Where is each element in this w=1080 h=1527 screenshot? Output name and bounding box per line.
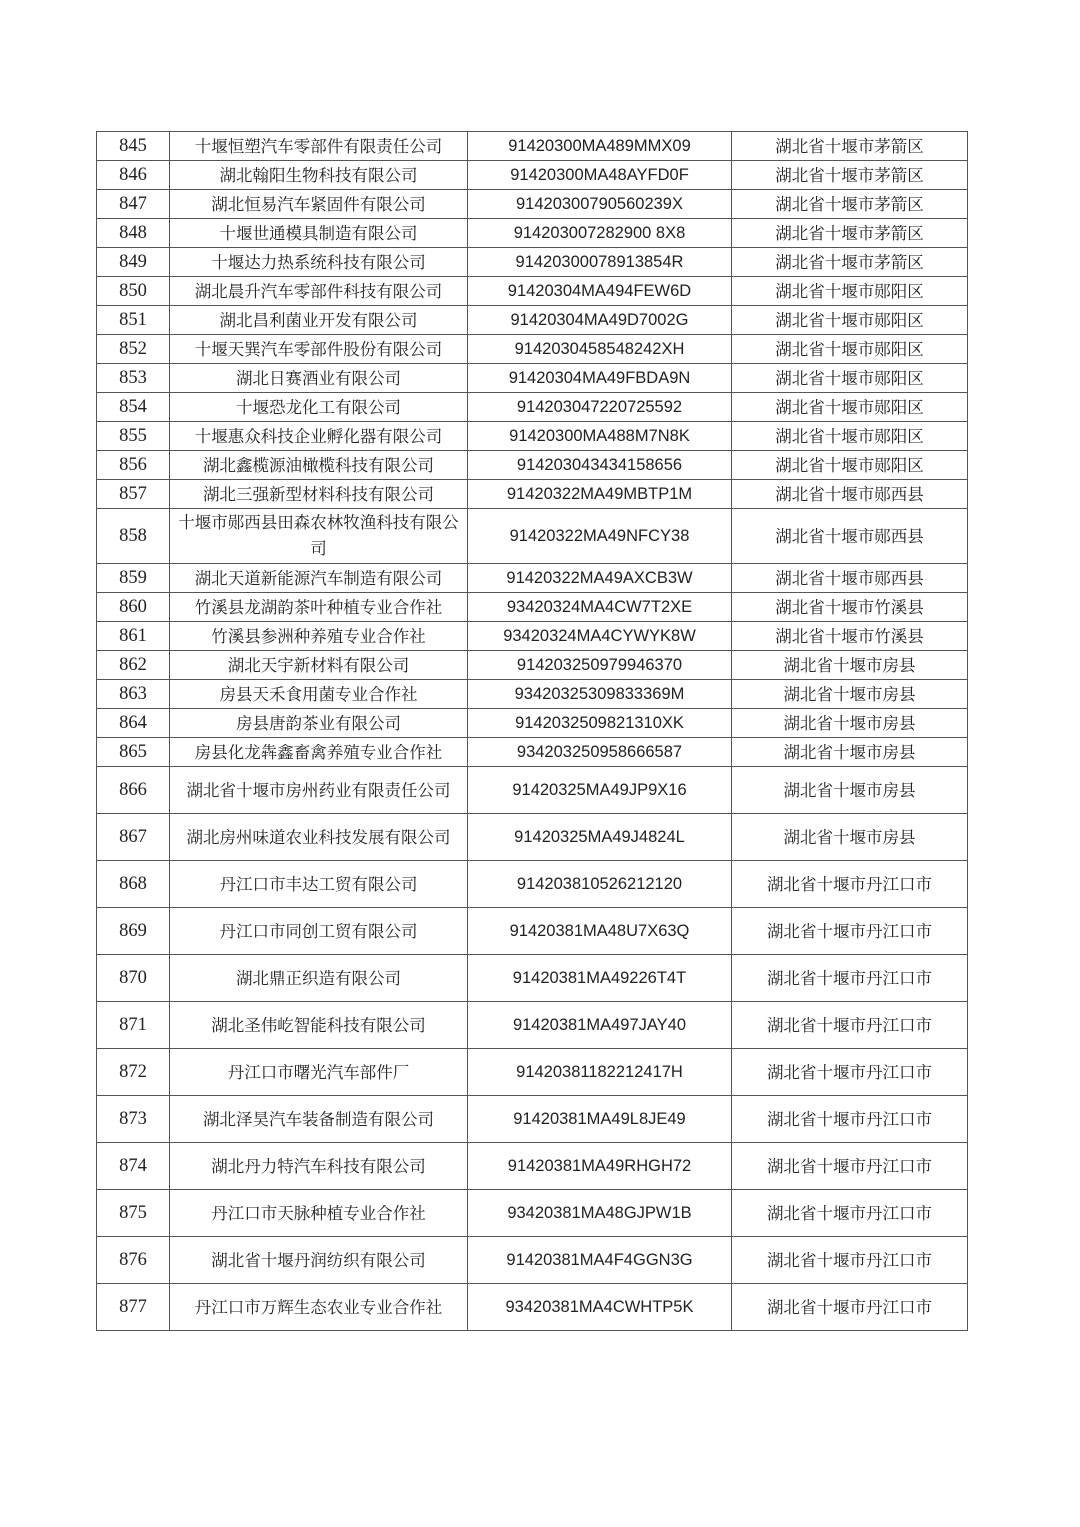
company-name-cell: 湖北天宇新材料有限公司	[170, 651, 468, 680]
region-cell: 湖北省十堰市郧西县	[732, 509, 968, 564]
table-row	[97, 335, 968, 364]
credit-code-cell: 91420325MA49J4824L	[468, 814, 732, 861]
row-number-cell: 871	[97, 1002, 170, 1049]
row-number-cell: 856	[97, 451, 170, 480]
company-name-cell: 丹江口市万辉生态农业专业合作社	[170, 1284, 468, 1331]
company-name-cell: 湖北翰阳生物科技有限公司	[170, 161, 468, 190]
row-number-cell: 848	[97, 219, 170, 248]
company-name-cell: 湖北鼎正织造有限公司	[170, 955, 468, 1002]
credit-code-cell: 91420304MA49D7002G	[468, 306, 732, 335]
region-cell: 湖北省十堰市房县	[732, 651, 968, 680]
credit-code-cell: 914203007282900 8X8	[468, 219, 732, 248]
table-row	[97, 422, 968, 451]
credit-code-cell: 934203250958666587	[468, 738, 732, 767]
region-cell: 湖北省十堰市茅箭区	[732, 248, 968, 277]
region-cell: 湖北省十堰市郧阳区	[732, 393, 968, 422]
credit-code-cell: 91420300MA489MMX09	[468, 132, 732, 161]
row-number-cell: 872	[97, 1049, 170, 1096]
region-cell: 湖北省十堰市郧阳区	[732, 364, 968, 393]
region-cell: 湖北省十堰市郧阳区	[732, 306, 968, 335]
company-name-cell: 十堰世通模具制造有限公司	[170, 219, 468, 248]
row-number-cell: 875	[97, 1190, 170, 1237]
table-row	[97, 651, 968, 680]
credit-code-cell: 91420300078913854R	[468, 248, 732, 277]
credit-code-cell: 91420381182212417H	[468, 1049, 732, 1096]
document-page	[96, 131, 967, 1331]
table-row	[97, 393, 968, 422]
company-name-cell: 湖北鑫榄源油橄榄科技有限公司	[170, 451, 468, 480]
table-row	[97, 190, 968, 219]
credit-code-cell: 91420322MA49MBTP1M	[468, 480, 732, 509]
credit-code-cell: 91420381MA49L8JE49	[468, 1096, 732, 1143]
credit-code-cell: 93420324MA4CYWYK8W	[468, 622, 732, 651]
region-cell: 湖北省十堰市郧阳区	[732, 335, 968, 364]
region-cell: 湖北省十堰市郧阳区	[732, 277, 968, 306]
credit-code-cell: 91420381MA4F4GGN3G	[468, 1237, 732, 1284]
company-name-cell: 十堰惠众科技企业孵化器有限公司	[170, 422, 468, 451]
company-name-cell: 湖北恒易汽车紧固件有限公司	[170, 190, 468, 219]
row-number-cell: 869	[97, 908, 170, 955]
company-name-cell: 湖北省十堰丹润纺织有限公司	[170, 1237, 468, 1284]
company-name-cell: 湖北房州味道农业科技发展有限公司	[170, 814, 468, 861]
region-cell: 湖北省十堰市房县	[732, 767, 968, 814]
table-row	[97, 593, 968, 622]
region-cell: 湖北省十堰市房县	[732, 738, 968, 767]
region-cell: 湖北省十堰市茅箭区	[732, 132, 968, 161]
company-name-cell: 湖北日赛酒业有限公司	[170, 364, 468, 393]
company-name-cell: 湖北三强新型材料科技有限公司	[170, 480, 468, 509]
row-number-cell: 853	[97, 364, 170, 393]
credit-code-cell: 914203250979946370	[468, 651, 732, 680]
credit-code-cell: 91420381MA497JAY40	[468, 1002, 732, 1049]
table-row	[97, 364, 968, 393]
row-number-cell: 858	[97, 509, 170, 564]
row-number-cell: 855	[97, 422, 170, 451]
row-number-cell: 867	[97, 814, 170, 861]
company-name-cell: 丹江口市天脉种植专业合作社	[170, 1190, 468, 1237]
table-row	[97, 277, 968, 306]
table-row	[97, 1143, 968, 1190]
region-cell: 湖北省十堰市丹江口市	[732, 1096, 968, 1143]
credit-code-cell: 91420300MA48AYFD0F	[468, 161, 732, 190]
table-row	[97, 955, 968, 1002]
credit-code-cell: 91420300790560239X	[468, 190, 732, 219]
region-cell: 湖北省十堰市丹江口市	[732, 1284, 968, 1331]
region-cell: 湖北省十堰市房县	[732, 680, 968, 709]
table-row	[97, 738, 968, 767]
region-cell: 湖北省十堰市丹江口市	[732, 1143, 968, 1190]
row-number-cell: 874	[97, 1143, 170, 1190]
company-name-cell: 十堰市郧西县田森农林牧渔科技有限公司	[170, 509, 468, 564]
row-number-cell: 850	[97, 277, 170, 306]
company-name-cell: 湖北晨升汽车零部件科技有限公司	[170, 277, 468, 306]
table-row	[97, 219, 968, 248]
company-name-cell: 房县化龙犇鑫畜禽养殖专业合作社	[170, 738, 468, 767]
credit-code-cell: 93420324MA4CW7T2XE	[468, 593, 732, 622]
credit-code-cell: 9142032509821310XK	[468, 709, 732, 738]
table-row	[97, 132, 968, 161]
row-number-cell: 846	[97, 161, 170, 190]
row-number-cell: 873	[97, 1096, 170, 1143]
company-name-cell: 十堰达力热系统科技有限公司	[170, 248, 468, 277]
credit-code-cell: 93420381MA48GJPW1B	[468, 1190, 732, 1237]
company-name-cell: 湖北圣伟屹智能科技有限公司	[170, 1002, 468, 1049]
region-cell: 湖北省十堰市郧阳区	[732, 451, 968, 480]
company-name-cell: 湖北天道新能源汽车制造有限公司	[170, 564, 468, 593]
credit-code-cell: 93420325309833369M	[468, 680, 732, 709]
company-name-cell: 湖北丹力特汽车科技有限公司	[170, 1143, 468, 1190]
table-body	[97, 132, 968, 1331]
credit-code-cell: 91420381MA49226T4T	[468, 955, 732, 1002]
table-row	[97, 306, 968, 335]
region-cell: 湖北省十堰市竹溪县	[732, 593, 968, 622]
credit-code-cell: 91420381MA49RHGH72	[468, 1143, 732, 1190]
row-number-cell: 870	[97, 955, 170, 1002]
table-row	[97, 1096, 968, 1143]
credit-code-cell: 9142030458548242XH	[468, 335, 732, 364]
company-name-cell: 湖北省十堰市房州药业有限责任公司	[170, 767, 468, 814]
credit-code-cell: 914203047220725592	[468, 393, 732, 422]
row-number-cell: 877	[97, 1284, 170, 1331]
table-row	[97, 1237, 968, 1284]
row-number-cell: 849	[97, 248, 170, 277]
row-number-cell: 863	[97, 680, 170, 709]
region-cell: 湖北省十堰市茅箭区	[732, 161, 968, 190]
company-name-cell: 湖北昌利菌业开发有限公司	[170, 306, 468, 335]
credit-code-cell: 91420381MA48U7X63Q	[468, 908, 732, 955]
credit-code-cell: 91420304MA494FEW6D	[468, 277, 732, 306]
table-row	[97, 161, 968, 190]
table-row	[97, 480, 968, 509]
table-row	[97, 622, 968, 651]
row-number-cell: 852	[97, 335, 170, 364]
table-row	[97, 248, 968, 277]
company-name-cell: 竹溪县参洲种养殖专业合作社	[170, 622, 468, 651]
row-number-cell: 847	[97, 190, 170, 219]
company-name-cell: 湖北泽昊汽车装备制造有限公司	[170, 1096, 468, 1143]
table-row	[97, 451, 968, 480]
row-number-cell: 868	[97, 861, 170, 908]
region-cell: 湖北省十堰市丹江口市	[732, 908, 968, 955]
credit-code-cell: 91420322MA49AXCB3W	[468, 564, 732, 593]
table-row	[97, 509, 968, 564]
table-row	[97, 908, 968, 955]
row-number-cell: 857	[97, 480, 170, 509]
region-cell: 湖北省十堰市郧西县	[732, 480, 968, 509]
company-name-cell: 竹溪县龙湖韵茶叶种植专业合作社	[170, 593, 468, 622]
row-number-cell: 862	[97, 651, 170, 680]
row-number-cell: 861	[97, 622, 170, 651]
credit-code-cell: 914203810526212120	[468, 861, 732, 908]
table-row	[97, 1284, 968, 1331]
company-name-cell: 十堰恐龙化工有限公司	[170, 393, 468, 422]
region-cell: 湖北省十堰市丹江口市	[732, 1049, 968, 1096]
row-number-cell: 866	[97, 767, 170, 814]
row-number-cell: 876	[97, 1237, 170, 1284]
row-number-cell: 854	[97, 393, 170, 422]
region-cell: 湖北省十堰市丹江口市	[732, 861, 968, 908]
company-name-cell: 丹江口市曙光汽车部件厂	[170, 1049, 468, 1096]
region-cell: 湖北省十堰市郧阳区	[732, 422, 968, 451]
credit-code-cell: 93420381MA4CWHTP5K	[468, 1284, 732, 1331]
table-row	[97, 814, 968, 861]
table-row	[97, 709, 968, 738]
credit-code-cell: 91420300MA488M7N8K	[468, 422, 732, 451]
company-name-cell: 十堰恒塑汽车零部件有限责任公司	[170, 132, 468, 161]
table-row	[97, 861, 968, 908]
region-cell: 湖北省十堰市丹江口市	[732, 1237, 968, 1284]
row-number-cell: 845	[97, 132, 170, 161]
table-row	[97, 1049, 968, 1096]
table-row	[97, 1190, 968, 1237]
row-number-cell: 865	[97, 738, 170, 767]
enterprise-registry-table	[96, 131, 968, 1331]
credit-code-cell: 91420322MA49NFCY38	[468, 509, 732, 564]
region-cell: 湖北省十堰市房县	[732, 814, 968, 861]
credit-code-cell: 91420304MA49FBDA9N	[468, 364, 732, 393]
table-row	[97, 564, 968, 593]
company-name-cell: 丹江口市丰达工贸有限公司	[170, 861, 468, 908]
region-cell: 湖北省十堰市丹江口市	[732, 1190, 968, 1237]
table-row	[97, 680, 968, 709]
row-number-cell: 859	[97, 564, 170, 593]
row-number-cell: 864	[97, 709, 170, 738]
company-name-cell: 十堰天巽汽车零部件股份有限公司	[170, 335, 468, 364]
region-cell: 湖北省十堰市茅箭区	[732, 219, 968, 248]
region-cell: 湖北省十堰市丹江口市	[732, 1002, 968, 1049]
region-cell: 湖北省十堰市郧西县	[732, 564, 968, 593]
region-cell: 湖北省十堰市茅箭区	[732, 190, 968, 219]
region-cell: 湖北省十堰市竹溪县	[732, 622, 968, 651]
row-number-cell: 860	[97, 593, 170, 622]
company-name-cell: 丹江口市同创工贸有限公司	[170, 908, 468, 955]
region-cell: 湖北省十堰市房县	[732, 709, 968, 738]
table-row	[97, 1002, 968, 1049]
credit-code-cell: 914203043434158656	[468, 451, 732, 480]
table-row	[97, 767, 968, 814]
region-cell: 湖北省十堰市丹江口市	[732, 955, 968, 1002]
row-number-cell: 851	[97, 306, 170, 335]
credit-code-cell: 91420325MA49JP9X16	[468, 767, 732, 814]
company-name-cell: 房县唐韵茶业有限公司	[170, 709, 468, 738]
company-name-cell: 房县天禾食用菌专业合作社	[170, 680, 468, 709]
